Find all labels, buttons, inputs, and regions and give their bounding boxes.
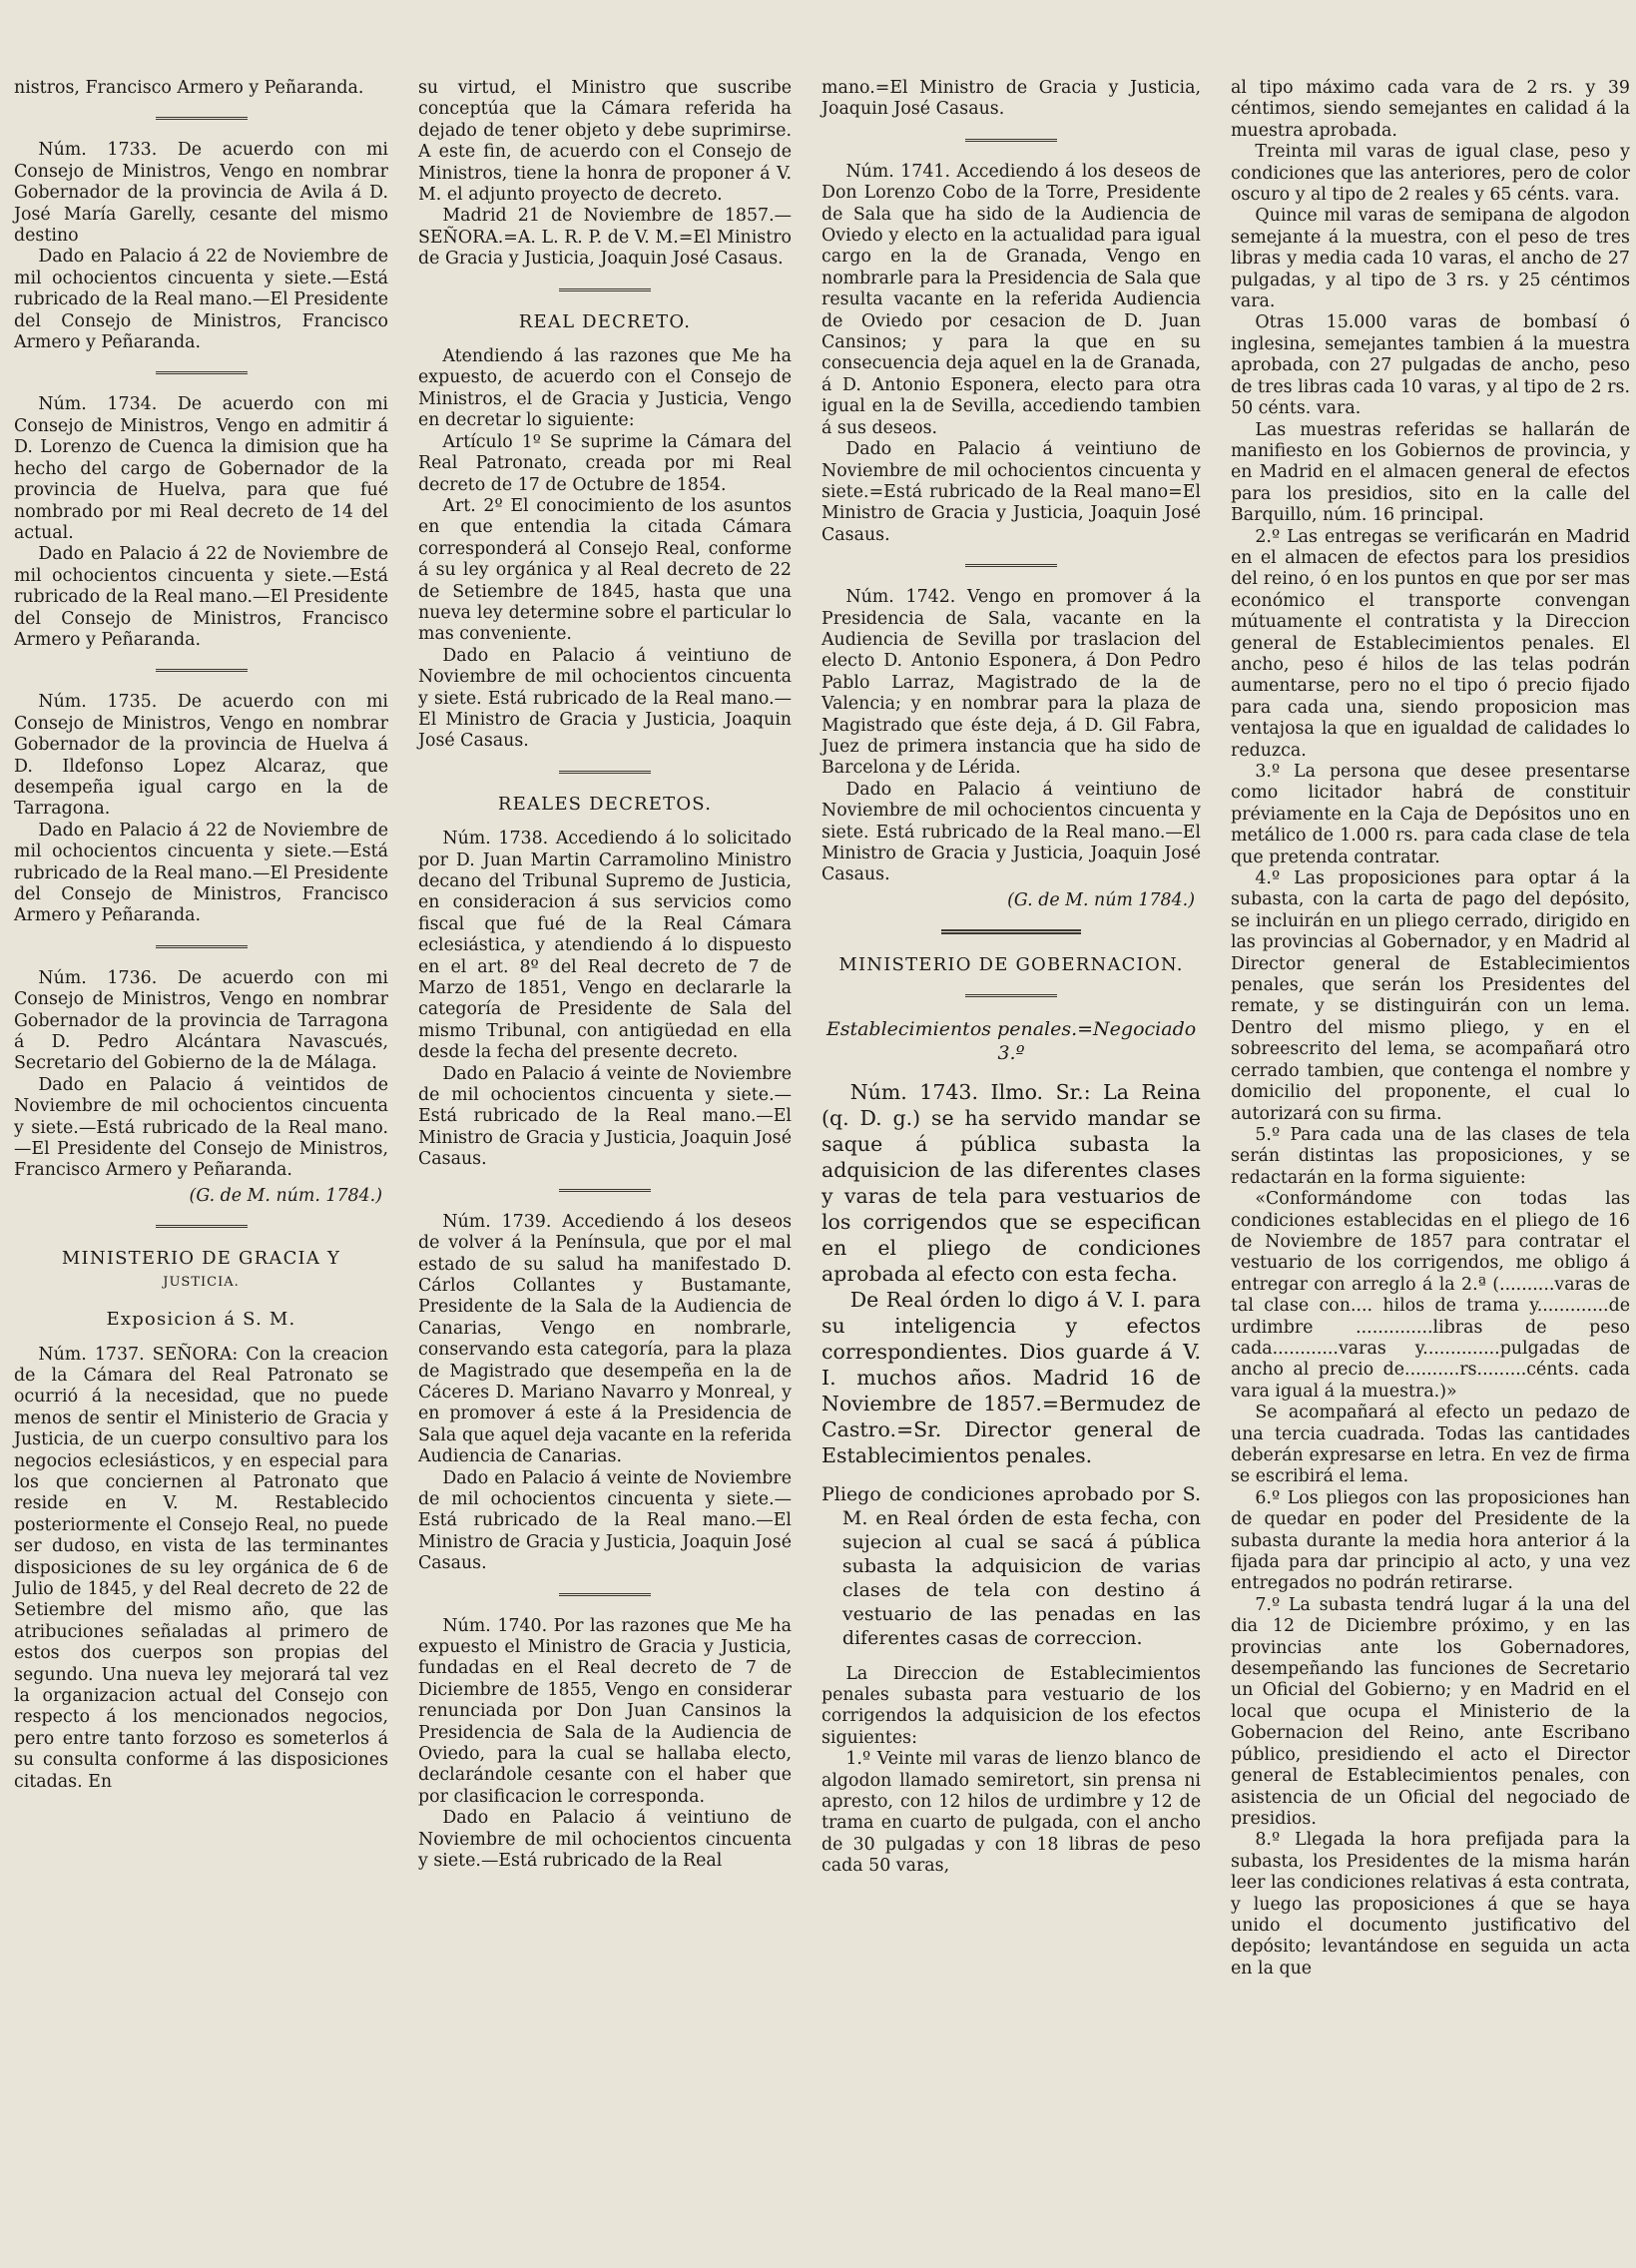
condition-7: 7.º La subasta tendrá lugar á la una del dia 12 de Diciembre próximo, y en las provincias ante los Gobernadores, desempeñando las funciones de Secretario un Oficial del Gobierno; y en Madrid en el local que ocupa el Ministerio de la Gobernacion del Reino, ante Escribano público, presidiendo el acto el Director general de Establecimientos penales, con asistencia de un Oficial del negociado de presidios. bbox=[1231, 1594, 1630, 1829]
decree-1740: Núm. 1740. Por las razones que Me ha expuesto el Ministro de Gracia y Justicia, fundadas en el Real decreto de 7 de Diciembre de 1855, Vengo en considerar renunciada por Don Juan Cansinos la Presidencia de Sala de la Audiencia de Oviedo, para la cual se hallaba electo, declarándole cesante con el haber que por clasificacion le corresponda. bbox=[418, 1615, 792, 1807]
section-subtitle: Establecimientos penales.=Negociado 3.º bbox=[825, 1017, 1197, 1064]
article-2: Art. 2º El conocimiento de los asuntos en que entendia la citada Cámara corresponderá al Consejo Real, conforme á su ley orgánica y al Real decreto de 22 de Setiembre de 1845, hasta que una nueva ley determine sobre el particular lo mas conveniente. bbox=[418, 495, 792, 645]
item-otras: Otras 15.000 varas de bombasí ó inglesina, semejantes tambien á la muestra aprobada, con 27 pulgadas de ancho, peso de tres libras cada 10 varas, y al tipo de 2 rs. 50 cénts. vara. bbox=[1231, 312, 1630, 419]
decree-1740-signature: Dado en Palacio á veintiuno de Noviembre de mil ochocientos cincuenta y siete.—Está rubricado de la Real bbox=[418, 1808, 792, 1872]
decree-signature: Dado en Palacio á veintiuno de Noviembre de mil ochocientos cincuenta y siete. Está rubricado de la Real mano.—El Ministro de Gracia y Justicia, Joaquin José Casaus. bbox=[418, 645, 792, 752]
paragraph: al tipo máximo cada vara de 2 rs. y 39 céntimos, siendo semejantes en calidad á la muestra aprobada. bbox=[1231, 78, 1630, 141]
order-1743-signature: De Real órden lo digo á V. I. para su inteligencia y efectos correspondientes. Dios guarde á V. I. muchos años. Madrid 16 de Noviembre de 1857.=Bermudez de Castro.=Sr. Director general de Establecimientos penales. bbox=[821, 1287, 1201, 1467]
section-divider bbox=[965, 994, 1057, 997]
paragraph: nistros, Francisco Armero y Peñaranda. bbox=[14, 78, 364, 98]
decree-1734-signature: Dado en Palacio á 22 de Noviembre de mil ochocientos cincuenta y siete.—Está rubricado de la Real mano.—El Presidente del Consejo de Ministros, Francisco Armero y Peñaranda. bbox=[14, 544, 388, 650]
section-divider bbox=[156, 117, 248, 120]
exposition-1737: Núm. 1737. SEÑORA: Con la creacion de la Cámara del Real Patronato se ocurrió á la necesidad, que no puede menos de sentir el Ministerio de Gracia y Justicia, de un cuerpo consultivo para los negocios eclesiásticos, y en especial para los que conciernen al Patronato que reside en V. M. Restablecido posteriormente el Consejo Real, no puede ser dudoso, en vista de las terminantes disposiciones de su ley orgánica de 6 de Julio de 1845, y del Real decreto de 22 de Setiembre del mismo año, que las atribuciones señaladas al primero de estos dos cuerpos son propias del segundo. Una nueva ley mejorará tal vez la organizacion actual del Consejo con respecto á los mencionados negocios, pero entre tanto forzoso es someterlos á su consulta conforme á las disposiciones citadas. En bbox=[14, 1344, 388, 1792]
item-quince: Quince mil varas de semipana de algodon semejante á la muestra, con el peso de tres libras y media cada 10 varas, el ancho de 27 pulgadas, y al tipo de 3 rs. y 25 céntimos vara. bbox=[1231, 206, 1630, 312]
section-divider bbox=[156, 945, 248, 948]
decree-1739: Núm. 1739. Accediendo á los deseos de volver á la Península, que por el mal estado de su salud ha manifestado D. Cárlos Collantes y Bustamante, Presidente de la Sala de la Audiencia de Canarias, Vengo en nombrarle, conservando esta categoría, para la plaza de Magistrado que desempeña en la de Cáceres D. Mariano Navarro y Monreal, y en promover á este á la Presidencia de Sala que aquel deja vacante en la referida Audiencia de Canarias. bbox=[418, 1211, 792, 1467]
condition-4: 4.º Las proposiciones para optar á la subasta, con la carta de pago del depósito, se incluirán en un pliego cerrado, dirigido en las provincias al Gobernador, y en Madrid al Director general de Establecimientos penales, que serán los Presidentes del remate, y se distinguirán con un lema. Dentro del mismo pliego, y en el sobreescrito del lema, se acompañará otro cerrado tambien, que contenga el nombre y domicilio del proponente, el cual lo autorizará con su firma. bbox=[1231, 868, 1630, 1124]
real-decreto-header: REAL DECRETO. bbox=[518, 310, 692, 332]
paragraph: mano.=El Ministro de Gracia y Justicia, Joaquin José Casaus. bbox=[821, 78, 1201, 120]
section-divider bbox=[559, 1189, 651, 1192]
condition-3: 3.º La persona que desee presentarse como licitador habrá de constituir préviamente en la Caja de Depósitos uno en metálico de 1.000 rs. para cada clase de tela que pretenda contratar. bbox=[1231, 762, 1630, 867]
ministry-header: MINISTERIO DE GRACIA Y bbox=[61, 1248, 341, 1270]
section-divider bbox=[965, 139, 1057, 142]
ministry-gobernacion-header: MINISTERIO DE GOBERNACION. bbox=[838, 954, 1184, 976]
condition-5: 5.º Para cada una de las clases de tela serán distintas las proposiciones, y se redactarán en la forma siguiente: bbox=[1231, 1124, 1630, 1188]
decree-1735-signature: Dado en Palacio á 22 de Noviembre de mil ochocientos cincuenta y siete.—Está rubricado de la Real mano.—El Presidente del Consejo de Ministros, Francisco Armero y Peñaranda. bbox=[14, 820, 388, 926]
decree-1739-signature: Dado en Palacio á veinte de Noviembre de mil ochocientos cincuenta y siete.—Está rubricado de la Real mano.—El Ministro de Gracia y Justicia, Joaquin José Casaus. bbox=[418, 1467, 792, 1574]
direccion-paragraph: La Direccion de Establecimientos penales subasta para vestuario de los corrigendos la adquisicion de los efectos siguientes: bbox=[821, 1663, 1201, 1748]
gazette-reference: (G. de M. núm. 1784.) bbox=[189, 1185, 382, 1206]
reales-decretos-header: REALES DECRETOS. bbox=[497, 793, 713, 815]
exposition-title: Exposicion á S. M. bbox=[106, 1309, 296, 1331]
decree-1733: Núm. 1733. De acuerdo con mi Consejo de Ministros, Vengo en nombrar Gobernador de la provincia de Avila á D. José María Garelly, cesante del mismo destino bbox=[14, 140, 388, 247]
article-1: Artículo 1º Se suprime la Cámara del Real Patronato, creada por mi Real decreto de 17 de Octubre de 1854. bbox=[418, 431, 792, 495]
condition-8: 8.º Llegada la hora prefijada para la subasta, los Presidentes de la misma harán leer las condiciones relativas á esta contrata, y luego las proposiciones á que se haya unido el documento justificativo del depósito; levantándose en seguida un acta en la que bbox=[1231, 1830, 1630, 1979]
section-divider bbox=[156, 371, 248, 374]
column-2 bbox=[412, 78, 798, 2248]
section-divider bbox=[559, 288, 651, 291]
pliego-title-block bbox=[821, 1482, 1201, 1650]
sample-note: Se acompañará al efecto un pedazo de una tercia cuadrada. Todas las cantidades deberán expresarse en letra. En vez de firma se escribirá el lema. bbox=[1231, 1403, 1630, 1487]
decree-1736: Núm. 1736. De acuerdo con mi Consejo de Ministros, Vengo en nombrar Gobernador de la provincia de Tarragona á D. Pedro Alcántara Navascués, Secretario del Gobierno de la de Málaga. bbox=[14, 967, 388, 1074]
samples-paragraph: Las muestras referidas se hallarán de manifiesto en los Gobiernos de provincia, y en Madrid en el almacen general de efectos para los presidios, sito en la calle del Barquillo, núm. 16 principal. bbox=[1231, 419, 1630, 526]
condition-2: 2.º Las entregas se verificarán en Madrid en el almacen de efectos para los presidios del reino, ó en los puntos en que por ser mas económico el transporte convengan mútuamente el contratista y la Direccion general de Establecimientos penales. El ancho, peso é hilos de las telas podrán aumentarse, pero no el tipo ó precio fijado para cada una, siendo proposicion mas ventajosa la que en igualdad de calidades lo reduzca. bbox=[1231, 526, 1630, 761]
decree-1741: Núm. 1741. Accediendo á los deseos de Don Lorenzo Cobo de la Torre, Presidente de Sala que ha sido de la Audiencia de Oviedo y electo en la actualidad para igual cargo en la de Granada, Vengo en nombrarle para la Presidencia de Sala que resulta vacante en la referida Audiencia de Oviedo por cesacion de D. Juan Cansinos; y para la que en su consecuencia deja aquel en la de Granada, á D. Antonio Esponera, electo para otra igual en la de Sevilla, accediendo tambien á sus deseos. bbox=[821, 161, 1201, 438]
section-divider bbox=[559, 771, 651, 774]
decree-1735: Núm. 1735. De acuerdo con mi Consejo de Ministros, Vengo en nombrar Gobernador de la provincia de Huelva á D. Ildefonso Lopez Alcaraz, que desempeña igual cargo en la de Tarragona. bbox=[14, 692, 388, 820]
decree-1733-signature: Dado en Palacio á 22 de Noviembre de mil ochocientos cincuenta y siete.—Está rubricado de la Real mano.—El Presidente del Consejo de Ministros, Francisco Armero y Peñaranda. bbox=[14, 247, 388, 353]
decree-1741-signature: Dado en Palacio á veintiuno de Noviembre de mil ochocientos cincuenta y siete.=Está rubricado de la Real mano=El Ministro de Gracia y Justicia, Joaquin José Casaus. bbox=[821, 439, 1201, 545]
order-1743: Núm. 1743. Ilmo. Sr.: La Reina (q. D. g.) se ha servido mandar se saque á pública subasta la adquisicion de las diferentes clases y varas de tela para vestuarios de los corrigendos que se especifican en el pliego de condiciones aprobada al efecto con esta fecha. bbox=[821, 1079, 1201, 1286]
section-divider bbox=[965, 564, 1057, 567]
condition-1: 1.º Veinte mil varas de lienzo blanco de algodon llamado semiretort, sin prensa ni apresto, con 12 hilos de urdimbre y 12 de trama en cuarto de pulgada, con el ancho de 30 pulgadas y con 18 libras de peso cada 50 varas, bbox=[821, 1749, 1201, 1877]
proposal-form: «Conformándome con todas las condiciones establecidas en el pliego de 16 de Noviembre de 1857 para contratar el vestuario de los corrigendos, me obligo á entregar con arreglo á la 2.ª (..........varas de tal clase con.... hilos de trama y.............de urdimbre ..............libras de peso cada............varas y..............pulgadas de ancho al precio de..........rs.........cénts. cada vara igual á la muestra.)» bbox=[1231, 1189, 1630, 1402]
decree-1742: Núm. 1742. Vengo en promover á la Presidencia de Sala, vacante en la Audiencia de Sevilla por traslacion del electo D. Antonio Esponera, á Don Pedro Pablo Larraz, Magistrado de la de Valencia; y en nombrar para la plaza de Magistrado que éste deja, á D. Gil Fabra, Juez de primera instancia que ha sido de Barcelona y de Lérida. bbox=[821, 587, 1201, 779]
ministry-subheader: JUSTICIA. bbox=[163, 1274, 240, 1290]
section-divider bbox=[156, 1225, 248, 1228]
paragraph: su virtud, el Ministro que suscribe conceptúa que la Cámara referida ha dejado de tener objeto y debe suprimirse. A este fin, de acuerdo con el Consejo de Ministros, tiene la honra de proponer á V. M. el adjunto proyecto de decreto. bbox=[418, 78, 792, 206]
item-treinta: Treinta mil varas de igual clase, peso y condiciones que las anteriores, pero de color oscuro y al tipo de 2 reales y 65 cénts. vara. bbox=[1231, 142, 1630, 206]
decree-1736-signature: Dado en Palacio á veintidos de Noviembre de mil ochocientos cincuenta y siete.—Está rubricado de la Real mano.—El Presidente del Consejo de Ministros, Francisco Armero y Peñaranda. bbox=[14, 1074, 388, 1181]
section-divider bbox=[941, 929, 1081, 934]
section-divider bbox=[559, 1593, 651, 1596]
pliego-title: Pliego de condiciones aprobado por S. M. en Real órden de esta fecha, con sujecion al cual se sacá á pública subasta la adquisicion de varias clases de tela con destino á vestuario de las penadas en las diferentes casas de correccion. bbox=[821, 1482, 1201, 1649]
section-divider bbox=[156, 669, 248, 672]
decree-preamble: Atendiendo á las razones que Me ha expuesto, de acuerdo con el Consejo de Ministros, el de Gracia y Justicia, Vengo en decretar lo siguiente: bbox=[418, 346, 792, 431]
gazette-reference: (G. de M. núm 1784.) bbox=[1007, 889, 1195, 910]
decree-1738: Núm. 1738. Accediendo á lo solicitado por D. Juan Martin Carramolino Ministro decano del Tribunal Supremo de Justicia, en consideracion á sus servicios como fiscal que fué de la Real Cámara eclesiástica, y atendiendo á lo dispuesto en el art. 8º del Real decreto de 7 de Marzo de 1851, Vengo en declararle la categoría de Presidente de Sala del mismo Tribunal, con antigüedad en ella desde la fecha del presente decreto. bbox=[418, 829, 792, 1063]
column-4 bbox=[1225, 78, 1636, 2248]
decree-1742-signature: Dado en Palacio á veintiuno de Noviembre de mil ochocientos cincuenta y siete. Está rubricado de la Real mano.—El Ministro de Gracia y Justicia, Joaquin José Casaus. bbox=[821, 779, 1201, 885]
decree-1738-signature: Dado en Palacio á veinte de Noviembre de mil ochocientos cincuenta y siete.—Está rubricado de la Real mano.—El Ministro de Gracia y Justicia, Joaquin José Casaus. bbox=[418, 1063, 792, 1170]
column-3 bbox=[816, 78, 1207, 2248]
column-1 bbox=[8, 78, 394, 2248]
exposition-date: Madrid 21 de Noviembre de 1857.—SEÑORA.=A. L. R. P. de V. M.=El Ministro de Gracia y Justicia, Joaquin José Casaus. bbox=[418, 206, 792, 270]
condition-6: 6.º Los pliegos con las proposiciones han de quedar en poder del Presidente de la subasta durante la media hora anterior á la fijada para dar principio al acto, y una vez entregados no podrán retirarse. bbox=[1231, 1487, 1630, 1594]
decree-1734: Núm. 1734. De acuerdo con mi Consejo de Ministros, Vengo en admitir á D. Lorenzo de Cuenca la dimision que ha hecho del cargo de Gobernador de la provincia de Huelva, para que fué nombrado por mi Real decreto de 14 del actual. bbox=[14, 394, 388, 543]
